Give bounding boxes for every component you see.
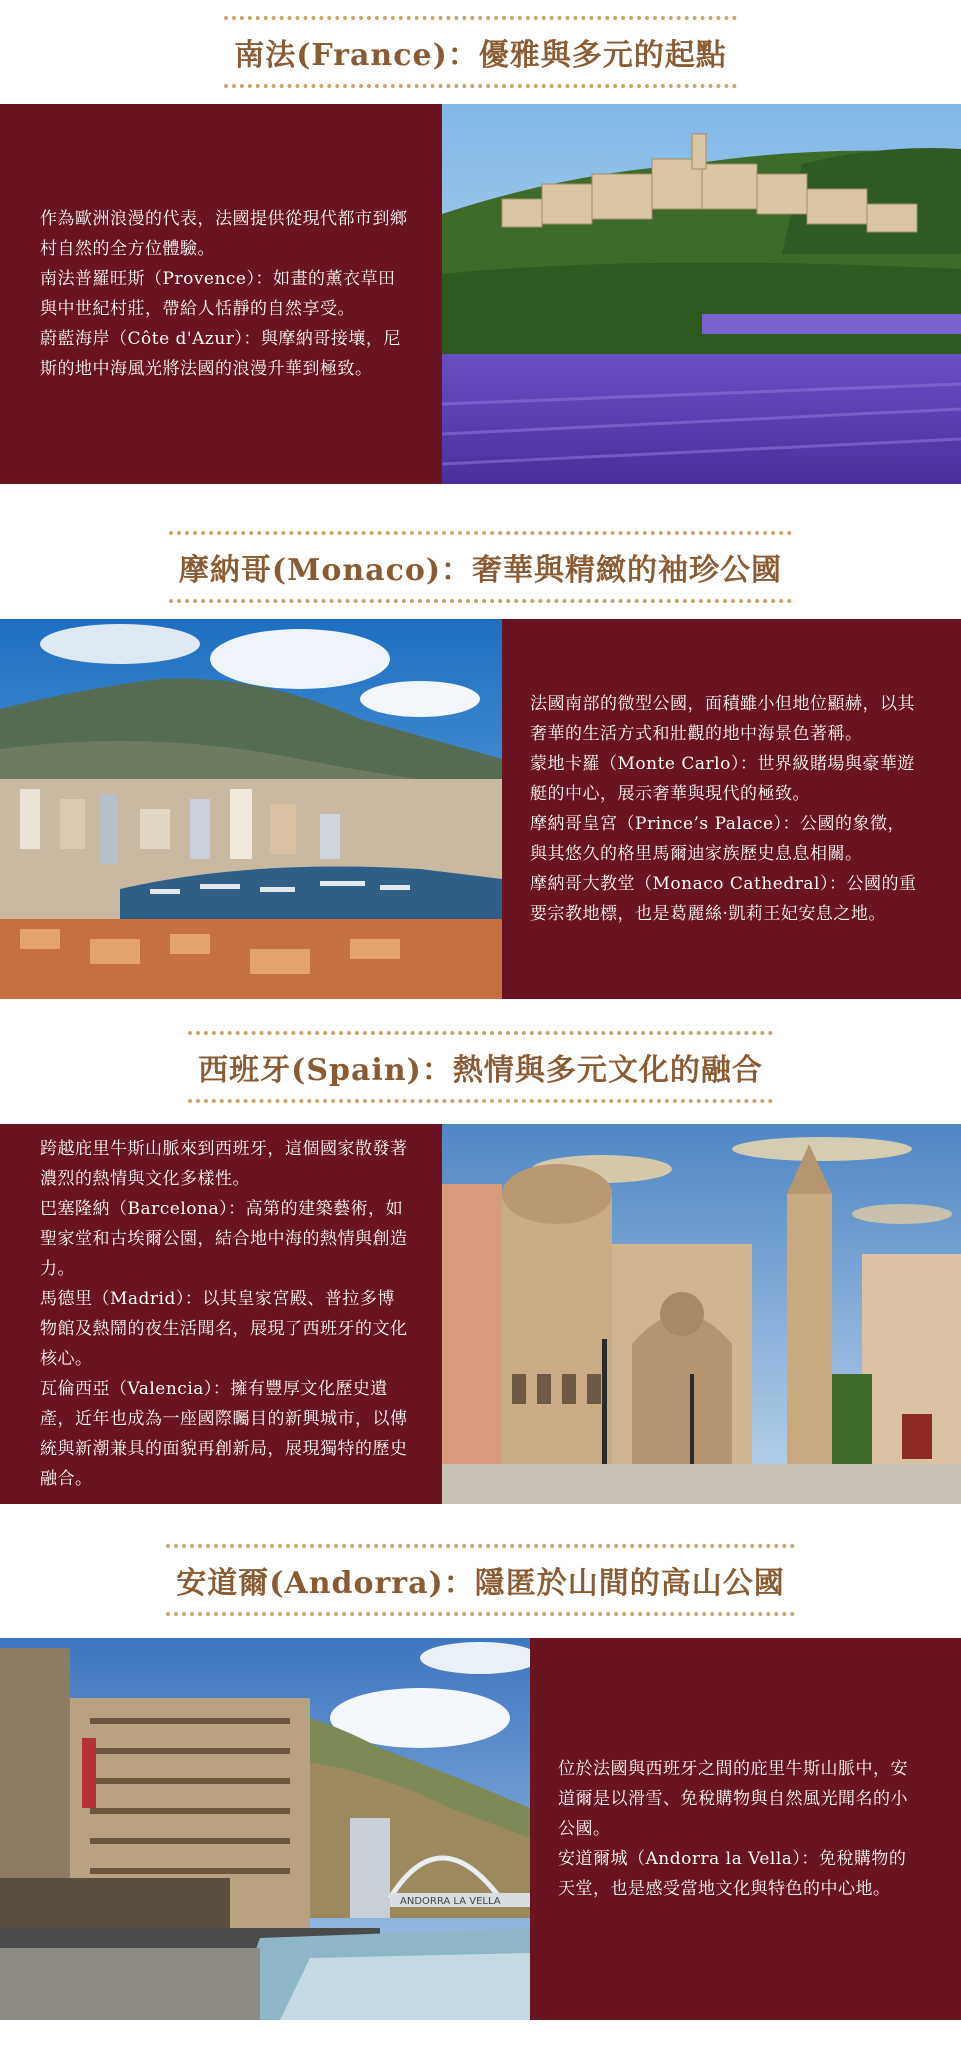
title-frame [224, 16, 737, 88]
france-description [40, 204, 412, 384]
section-andorra-row [0, 1638, 961, 2020]
section-title-spain: 西班牙(Spain)：熱情與多元文化的融合 [198, 1053, 763, 1088]
monaco-paragraph: 蒙地卡羅（Monte Carlo）：世界級賭場與豪華遊艇的中心，展示奢華與現代的極致。 [530, 754, 915, 804]
monaco-paragraph: 法國南部的微型公國，面積雖小但地位顯赫，以其奢華的生活方式和壯觀的地中海景色著稱。 [530, 694, 915, 744]
bridge-sign-text: ANDORRA LA VELLA [400, 1896, 501, 1907]
dotted-border-bottom [224, 84, 737, 88]
spain-paragraph: 馬德里（Madrid）：以其皇家宮殿、普拉多博物館及熱鬧的夜生活聞名，展現了西班牙的文化核心。 [40, 1289, 408, 1369]
monaco-description [530, 689, 921, 929]
valencia-cathedral-plaza-photo [442, 1124, 961, 1504]
dotted-border-bottom [166, 1612, 795, 1616]
section-andorra-header [0, 1528, 961, 1632]
spain-paragraph: 跨越庇里牛斯山脈來到西班牙，這個國家散發著濃烈的熱情與文化多樣性。 [40, 1139, 408, 1189]
monaco-harbor-city-photo [0, 619, 502, 999]
spain-description [40, 1134, 412, 1494]
section-title-france: 南法(France)：優雅與多元的起點 [234, 38, 727, 73]
france-paragraph: 蔚藍海岸（Côte d'Azur）：與摩納哥接壤，尼斯的地中海風光將法國的浪漫升華到極致。 [40, 329, 401, 379]
section-title-monaco: 摩納哥(Monaco)：奢華與精緻的袖珍公國 [178, 553, 783, 588]
dotted-border-top [169, 531, 792, 535]
france-paragraph: 作為歐洲浪漫的代表，法國提供從現代都市到鄉村自然的全方位體驗。 [40, 209, 408, 259]
provence-village-lavender-photo [442, 104, 961, 484]
section-monaco-header [0, 515, 961, 619]
dotted-border-top [188, 1031, 773, 1035]
andorra-paragraph: 安道爾城（Andorra la Vella）：免稅購物的天堂，也是感受當地文化與特色的中心地。 [558, 1849, 907, 1899]
monaco-paragraph: 摩納哥大教堂（Monaco Cathedral）：公國的重要宗教地標，也是葛麗絲·凱莉王妃安息之地。 [530, 874, 917, 924]
monaco-text-panel [502, 619, 961, 999]
dotted-border-top [224, 16, 737, 20]
section-france-row [0, 104, 961, 484]
andorra-text-panel [530, 1638, 961, 2020]
spain-paragraph: 巴塞隆納（Barcelona）：高第的建築藝術，如聖家堂和古埃爾公園，結合地中海的熱情與創造力。 [40, 1199, 408, 1279]
section-spain-header [0, 1015, 961, 1119]
section-title-andorra: 安道爾(Andorra)：隱匿於山間的高山公國 [176, 1566, 785, 1601]
spain-paragraph: 瓦倫西亞（Valencia）：擁有豐厚文化歷史遺產，近年也成為一座國際矚目的新興城市，以傳統與新潮兼具的面貌再創新局，展現獨特的歷史融合。 [40, 1379, 408, 1489]
france-paragraph: 南法普羅旺斯（Provence）：如畫的薰衣草田與中世紀村莊，帶給人恬靜的自然享受。 [40, 269, 396, 319]
title-frame [169, 531, 792, 603]
spain-text-panel [0, 1124, 442, 1504]
andorra-paragraph: 位於法國與西班牙之間的庇里牛斯山脈中，安道爾是以滑雪、免稅購物與自然風光聞名的小公國。 [558, 1759, 908, 1839]
france-text-panel [0, 104, 442, 484]
monaco-paragraph: 摩納哥皇宮（Prince’s Palace）：公國的象徵，與其悠久的格里馬爾迪家族歷史息息相關。 [530, 814, 906, 864]
andorra-description [558, 1754, 921, 1904]
section-france-header [0, 0, 961, 104]
dotted-border-top [166, 1544, 795, 1548]
section-spain-row [0, 1124, 961, 1504]
title-frame [188, 1031, 773, 1103]
title-frame [166, 1544, 795, 1616]
section-monaco-row [0, 619, 961, 999]
dotted-border-bottom [188, 1099, 773, 1103]
dotted-border-bottom [169, 599, 792, 603]
andorra-la-vella-river-photo [0, 1638, 530, 2020]
